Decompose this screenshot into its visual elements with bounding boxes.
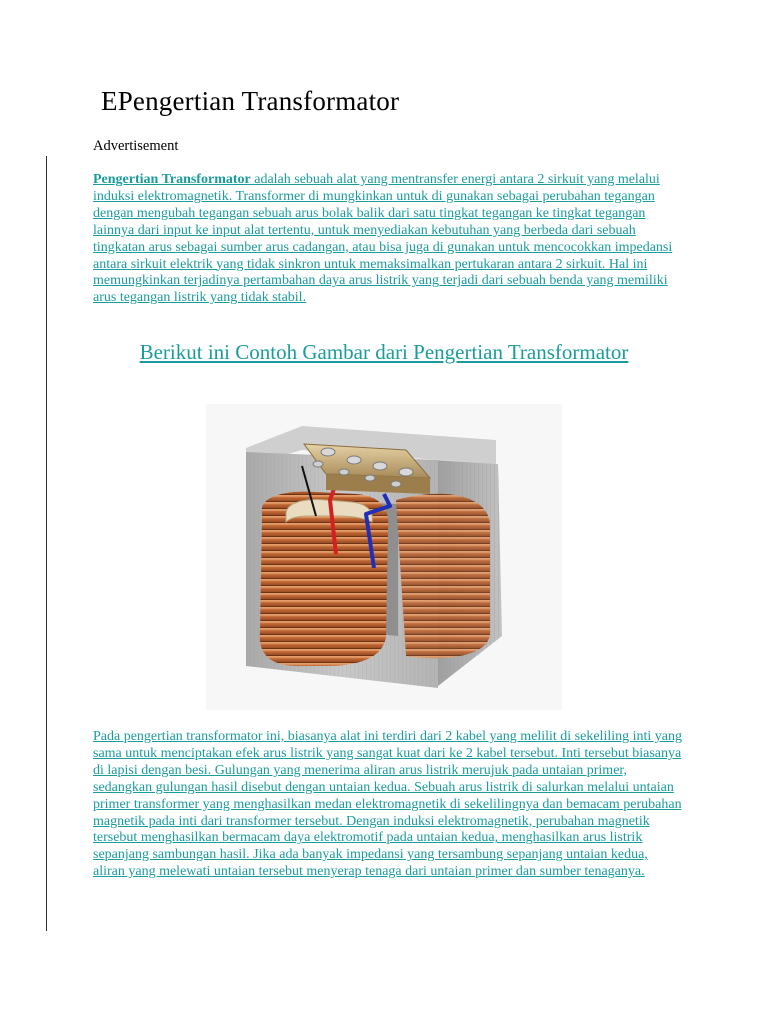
transformer-svg <box>206 404 562 710</box>
secondary-coil <box>396 494 490 658</box>
body-paragraph[interactable] <box>93 729 683 881</box>
intro-lead-link[interactable]: Pengertian Transformator <box>93 172 251 187</box>
section-heading[interactable]: Berikut ini Contoh Gambar dari Pengertian Transformator <box>139 340 629 364</box>
transformer-illustration <box>206 404 562 710</box>
body-paragraph-link[interactable]: Pada pengertian transformator ini, biasanya alat ini terdiri dari 2 kabel yang melilit di sekeliling inti yang sama untuk menciptakan efek arus listrik yang sangat kuat dari ke 2 kabel tersebut. Inti tersebut biasanya di lapisi dengan besi. Gulungan yang menerima aliran arus listrik merujuk pada untaian primer, sedangkan gulungan hasil disebut dengan untaian kedua. Sebuah arus listrik di salurkan melalui untaian primer transformer yang menghasilkan medan elektromagnetik di sekelilingnya dan bemacam perubahan magnetik pada inti dari transformer tersebut. Dengan induksi elektromagnetik, perubahan magnetik tersebut menghasilkan bermacam daya elektromotif pada untaian kedua, menghasilkan arus listrik sepanjang sambungan hasil. Jika ada banyak impedansi yang tersambung sepanjang untaian kedua, aliran yang melewati untaian tersebut menyerap tenaga dari untaian primer dan sumber tenaganya. <box>93 729 682 880</box>
left-margin-rule <box>46 156 47 931</box>
page-title: EPengertian Transformator <box>101 86 400 116</box>
intro-paragraph[interactable] <box>93 172 683 307</box>
intro-body-link[interactable]: adalah sebuah alat yang mentransfer energi antara 2 sirkuit yang melalui induksi elektromagnetik. Transformer di mungkinkan untuk di gunakan sebagai perubahan tegangan dengan mengubah tegangan sebuah arus bolak balik dari satu tingkat tegangan ke tingkat tegangan lainnya dari input ke input alat tertentu, untuk menyediakan kebutuhan yang berbeda dari sebuah tingkatan arus sebagai sumber arus cadangan, atau bisa juga di gunakan untuk mencocokkan impedansi antara sirkuit elektrik yang tidak sinkron untuk memaksimalkan pertukaran antara 2 sirkuit. Hal ini memungkinkan terjadinya pertambahan daya arus listrik yang terjadi dari sebuah benda yang memiliki arus tegangan listrik yang tidak stabil. <box>93 172 673 306</box>
advertisement-label: Advertisement <box>93 138 179 154</box>
